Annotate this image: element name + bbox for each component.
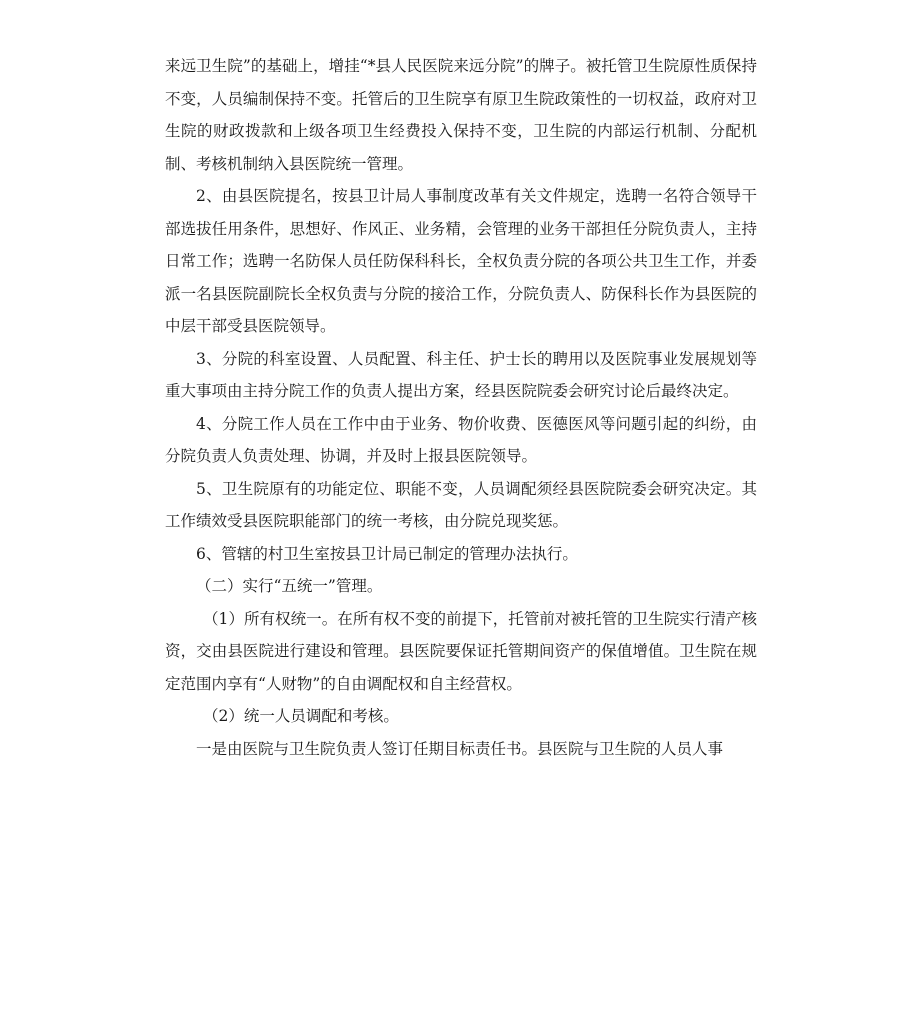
paragraph-ownership-unified: （1）所有权统一。在所有权不变的前提下，托管前对被托管的卫生院实行清产核资，交由县医院进行建设和管理。县医院要保证托管期间资产的保值增值。卫生院在规定范围内享有“人财物”的自由调配权和自主经营权。 [165, 609, 757, 693]
paragraph-item-2: 2、由县医院提名，按县卫计局人事制度改革有关文件规定，选聘一名符合领导干部选拔任用条件，思想好、作风正、业务精，会管理的业务干部担任分院负责人，主持日常工作；选聘一名防保人员任防保科科长，全权负责分院的各项公共卫生工作，并委派一名县医院副院长全权负责与分院的接洽工作，分院负责人、防保科长作为县医院的中层干部受县医院领导。 [165, 187, 757, 335]
paragraph-item-4: 4、分院工作人员在工作中由于业务、物价收费、医德医风等问题引起的纠纷，由分院负责人负责处理、协调，并及时上报县医院领导。 [165, 414, 757, 465]
document-body [165, 50, 757, 765]
section-heading-five-unified: （二）实行“五统一”管理。 [196, 577, 383, 595]
paragraph-responsibility: 一是由医院与卫生院负责人签订任期目标责任书。县医院与卫生院的人员人事 [196, 739, 724, 758]
paragraph-item-3: 3、分院的科室设置、人员配置、科主任、护士长的聘用以及医院事业发展规划等重大事项由主持分院工作的负责人提出方案，经县医院院委会研究讨论后最终决定。 [165, 349, 757, 400]
paragraph-item-5: 5、卫生院原有的功能定位、职能不变，人员调配须经县医院院委会研究决定。其工作绩效受县医院职能部门的统一考核，由分院兑现奖惩。 [165, 479, 757, 530]
paragraph-staff-unified: （2）统一人员调配和考核。 [203, 707, 399, 725]
paragraph-continuation: 来远卫生院”的基础上，增挂“*县人民医院来远分院”的牌子。被托管卫生院原性质保持不变，人员编制保持不变。托管后的卫生院享有原卫生院政策性的一切权益，政府对卫生院的财政拨款和上级各项卫生经费投入保持不变，卫生院的内部运行机制、分配机制、考核机制纳入县医院统一管理。 [165, 57, 757, 173]
paragraph-item-6: 6、管辖的村卫生室按县卫计局已制定的管理办法执行。 [196, 544, 578, 563]
